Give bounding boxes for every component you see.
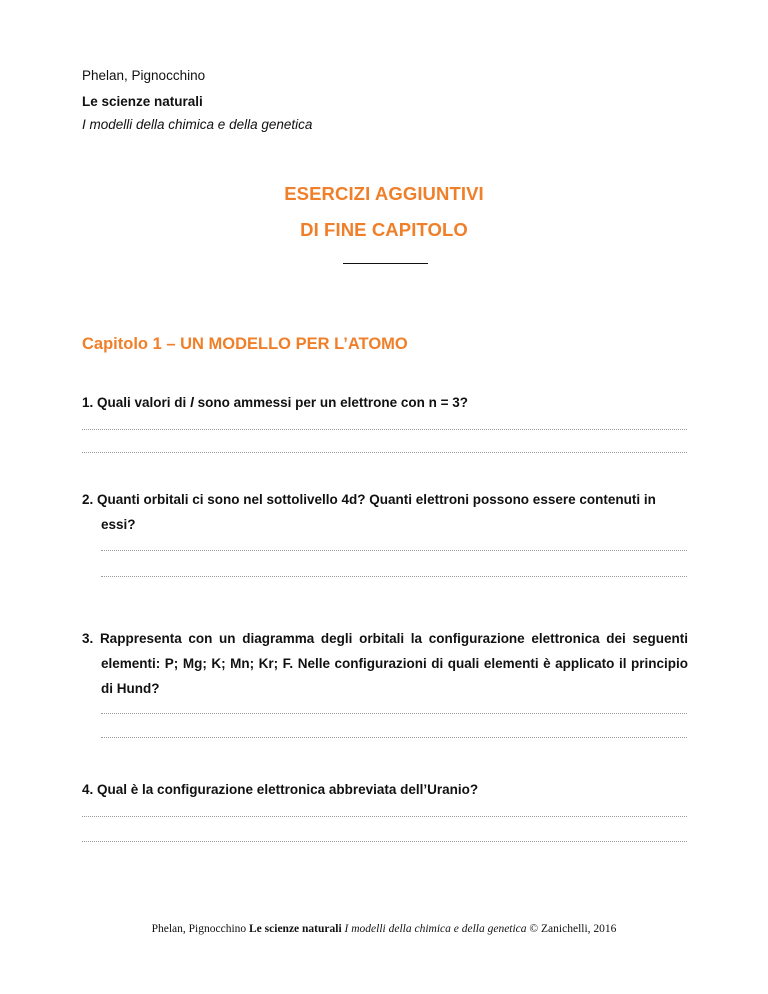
page-footer	[0, 921, 768, 937]
answer-line[interactable]	[101, 713, 687, 714]
question-3	[82, 626, 688, 701]
main-title-line-1: ESERCIZI AGGIUNTIVI	[284, 183, 484, 204]
question-4-text	[82, 777, 688, 802]
footer-authors: Phelan, Pignocchino	[151, 923, 247, 935]
footer-book-subtitle: I modelli della chimica e della genetica	[344, 923, 527, 935]
answer-line[interactable]	[82, 841, 687, 842]
question-1-text-part-1: Quali valori di	[97, 395, 191, 410]
answer-line[interactable]	[101, 576, 687, 577]
header-book-subtitle: I modelli della chimica e della genetica	[82, 117, 313, 132]
chapter-title: Capitolo 1 – UN MODELLO PER L’ATOMO	[82, 335, 408, 353]
footer-book-title: Le scienze naturali	[249, 923, 342, 935]
header-book-title: Le scienze naturali	[82, 94, 203, 109]
answer-line[interactable]	[82, 429, 687, 430]
question-number: 4.	[82, 782, 94, 797]
answer-line[interactable]	[82, 452, 687, 453]
question-number: 2.	[82, 492, 94, 507]
question-2-text	[82, 487, 688, 537]
question-1-text	[82, 390, 688, 415]
header-authors: Phelan, Pignocchino	[82, 68, 206, 83]
question-4	[82, 777, 688, 802]
title-divider	[343, 263, 428, 264]
answer-line[interactable]	[101, 737, 687, 738]
answer-line[interactable]	[101, 550, 687, 551]
footer-copyright: © Zanichelli, 2016	[529, 923, 617, 935]
question-3-body: Rappresenta con un diagramma degli orbitali la configurazione elettronica dei seguenti elementi: P; Mg; K; Mn; Kr; F. Nelle configurazioni di quali elementi è applicato il principio di Hund?	[99, 631, 688, 696]
question-2	[82, 487, 688, 537]
question-number: 3.	[82, 631, 94, 646]
question-3-text	[82, 626, 688, 701]
question-1-italic-symbol: l	[190, 395, 194, 410]
question-1-text-part-2: sono ammessi per un elettrone con n = 3?	[193, 395, 469, 410]
question-number: 1.	[82, 395, 94, 410]
question-4-body: Qual è la configurazione elettronica abbreviata dell’Uranio?	[97, 782, 479, 797]
question-2-body: Quanti orbitali ci sono nel sottolivello 4d? Quanti elettroni possono essere contenuti in essi?	[97, 492, 656, 532]
main-title-line-2: DI FINE CAPITOLO	[300, 219, 468, 240]
answer-line[interactable]	[82, 816, 687, 817]
question-1	[82, 390, 688, 415]
